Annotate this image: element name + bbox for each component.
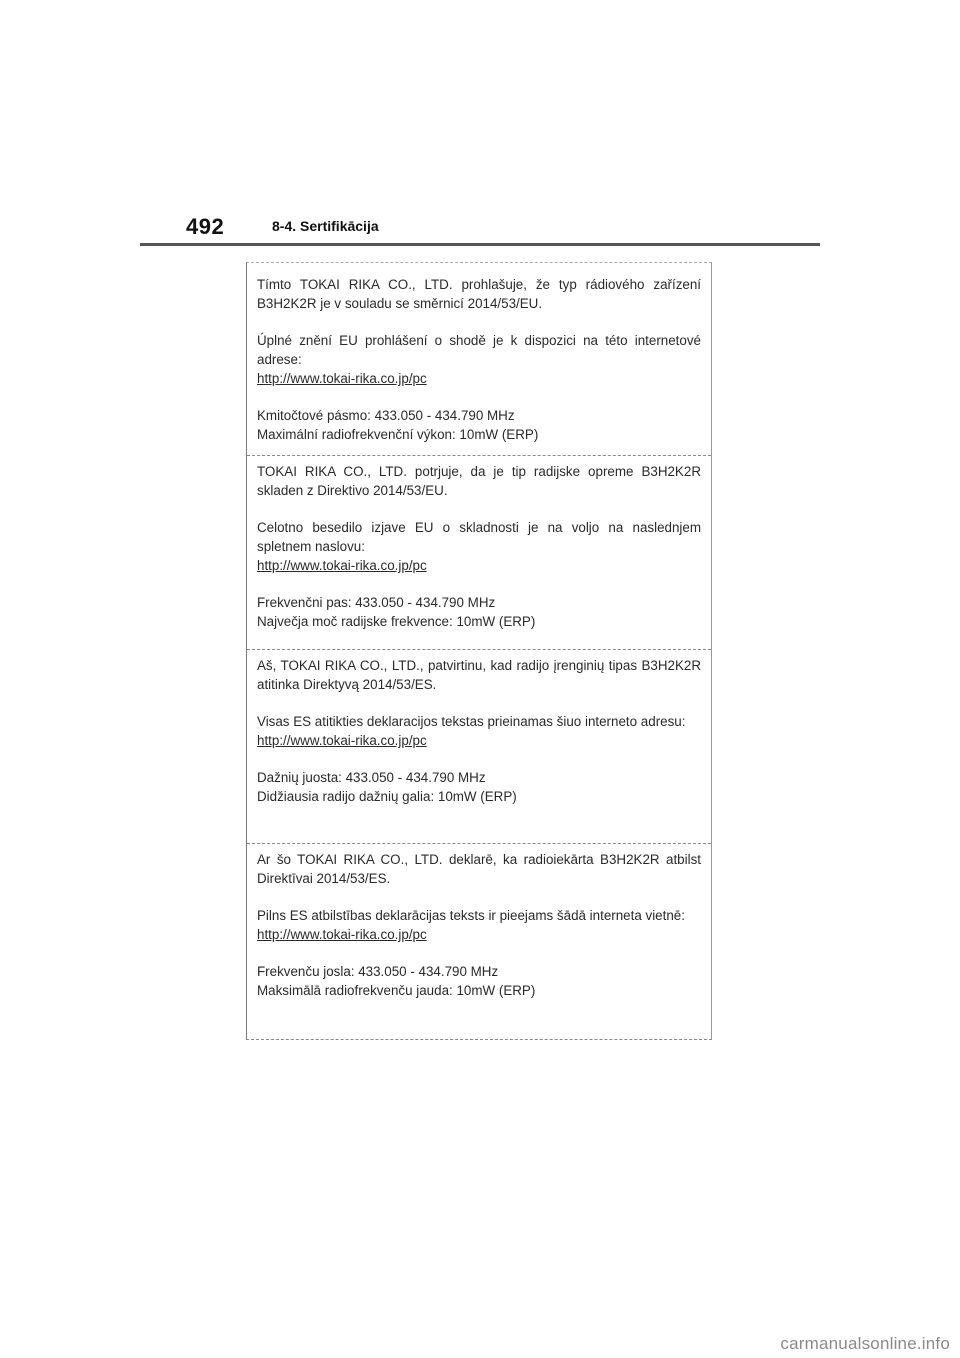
max-power: Maximální radiofrekvenční výkon: 10mW (ERP) (257, 427, 539, 442)
max-power: Največja moč radijske frekvence: 10mW (ERP) (257, 614, 536, 629)
declaration-text: Ar šo TOKAI RIKA CO., LTD. deklarē, ka radioiekārta B3H2K2R atbilst Direktīvai 2014/53/ES. (257, 852, 701, 886)
frequency-band: Dažnių juosta: 433.050 - 434.790 MHz (257, 770, 486, 785)
frequency-band: Frekvenču josla: 433.050 - 434.790 MHz (257, 964, 499, 979)
header-rule (140, 243, 820, 246)
certification-box (246, 262, 712, 1040)
cert-section-latvian (247, 843, 711, 1033)
full-text-note: Visas ES atitikties deklaracijos tekstas prieinamas šiuo interneto adresu: (257, 714, 686, 729)
cert-section-lithuanian (247, 649, 711, 841)
section-title: 8-4. Sertifikācija (272, 218, 379, 234)
full-text-note: Pilns ES atbilstības deklarācijas teksts ir pieejams šādā interneta vietnē: (257, 908, 685, 923)
frequency-band: Kmitočtové pásmo: 433.050 - 434.790 MHz (257, 408, 515, 423)
declaration-link[interactable]: http://www.tokai-rika.co.jp/pc (257, 733, 427, 748)
cert-section-slovenian (247, 455, 711, 647)
full-text-note: Úplné znění EU prohlášení o shodě je k dispozici na této internetové adrese: (257, 333, 701, 367)
max-power: Didžiausia radijo dažnių galia: 10mW (ERP) (257, 789, 517, 804)
page-header (140, 210, 820, 246)
watermark: carmanualsonline.info (780, 1334, 950, 1353)
declaration-link[interactable]: http://www.tokai-rika.co.jp/pc (257, 371, 427, 386)
max-power: Maksimālā radiofrekvenču jauda: 10mW (ERP) (257, 983, 536, 998)
page-number: 492 (186, 214, 225, 239)
cert-section-czech (247, 269, 711, 451)
full-text-note: Celotno besedilo izjave EU o skladnosti je na voljo na naslednjem spletnem naslovu: (257, 520, 701, 554)
declaration-link[interactable]: http://www.tokai-rika.co.jp/pc (257, 558, 427, 573)
declaration-text: Aš, TOKAI RIKA CO., LTD., patvirtinu, kad radijo įrenginių tipas B3H2K2R atitinka Direktyvą 2014/53/ES. (257, 658, 701, 692)
declaration-text: TOKAI RIKA CO., LTD. potrjuje, da je tip radijske opreme B3H2K2R skladen z Direktivo 2014/53/EU. (257, 464, 701, 498)
declaration-link[interactable]: http://www.tokai-rika.co.jp/pc (257, 927, 427, 942)
frequency-band: Frekvenčni pas: 433.050 - 434.790 MHz (257, 595, 496, 610)
declaration-text: Tímto TOKAI RIKA CO., LTD. prohlašuje, že typ rádiového zařízení B3H2K2R je v souladu se směrnicí 2014/53/EU. (257, 277, 701, 311)
